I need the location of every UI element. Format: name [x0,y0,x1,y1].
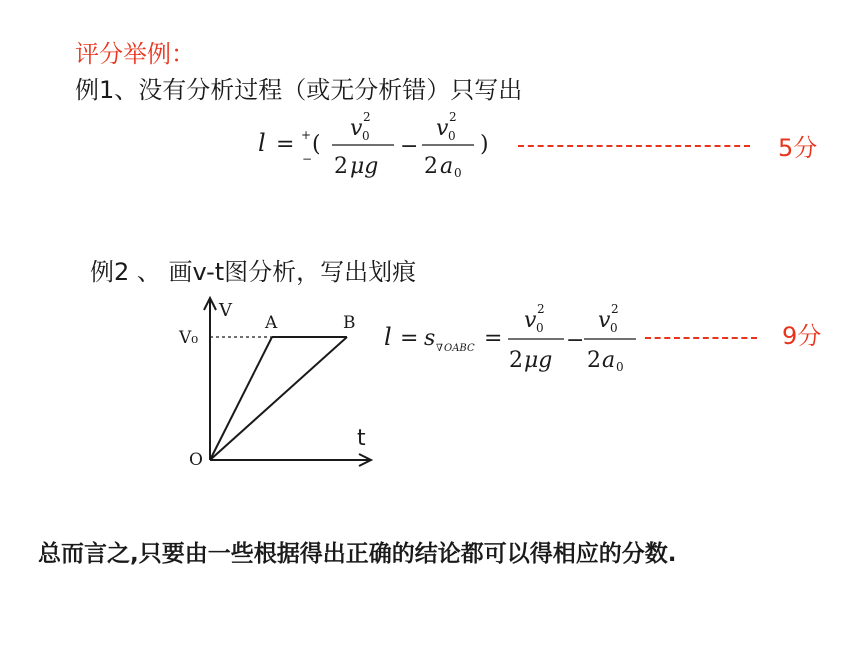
svg-text:=: = [484,326,503,351]
svg-text:v: v [524,308,537,333]
svg-text:(: ( [312,132,321,157]
svg-text:2: 2 [611,302,619,316]
svg-text:s: s [424,326,436,351]
point-a-label: A [265,313,278,333]
example1-text: 例1、没有分析过程（或无分析错）只写出 [75,76,523,104]
v-axis-label: V [219,300,232,321]
svg-text:l: l [384,323,392,351]
svg-text:2: 2 [363,110,371,124]
heading: 评分举例： [75,40,195,68]
point-b-label: B [343,313,356,333]
score-1: 5分 [778,134,818,162]
svg-text:+: + [301,128,312,142]
v0-label: V₀ [179,328,199,348]
svg-text:2: 2 [509,348,523,373]
svg-text:0: 0 [454,166,462,180]
svg-text:∇: ∇ [436,343,443,354]
origin-label: O [189,450,203,470]
svg-text:μg: μg [524,348,553,373]
svg-text:−: − [302,152,313,166]
example2-text: 例2 、 画v-t图分析，写出划痕 [90,258,417,286]
svg-text:=: = [400,326,419,351]
svg-text:=: = [276,132,295,157]
svg-text:0: 0 [610,321,618,335]
score-2: 9分 [782,322,822,350]
svg-text:μg: μg [350,154,379,179]
svg-text:−: − [400,134,419,159]
formula-1 [250,105,510,185]
summary-text: 总而言之,只要由一些根据得出正确的结论都可以得相应的分数. [38,541,677,567]
svg-text:0: 0 [536,321,544,335]
segment-ob [210,337,347,460]
svg-text:a: a [602,348,616,373]
svg-text:2: 2 [424,154,438,179]
svg-text:l: l [258,129,266,157]
svg-text:2: 2 [587,348,601,373]
t-axis-label: t [357,426,366,451]
svg-text:0: 0 [448,129,456,143]
svg-text:v: v [598,308,611,333]
svg-text:2: 2 [537,302,545,316]
vt-graph [175,290,385,475]
svg-text:v: v [436,116,449,141]
formula-2 [378,295,640,379]
svg-text:2: 2 [449,110,457,124]
segment-oa [210,337,272,460]
dashed-leader-2 [645,337,757,339]
svg-text:0: 0 [362,129,370,143]
svg-text:OABC: OABC [444,343,475,354]
dashed-leader-1 [518,145,750,147]
svg-text:v: v [350,116,363,141]
svg-text:a: a [440,154,454,179]
svg-text:−: − [566,328,585,353]
svg-text:0: 0 [616,360,624,374]
svg-text:): ) [480,132,489,157]
svg-text:2: 2 [334,154,348,179]
